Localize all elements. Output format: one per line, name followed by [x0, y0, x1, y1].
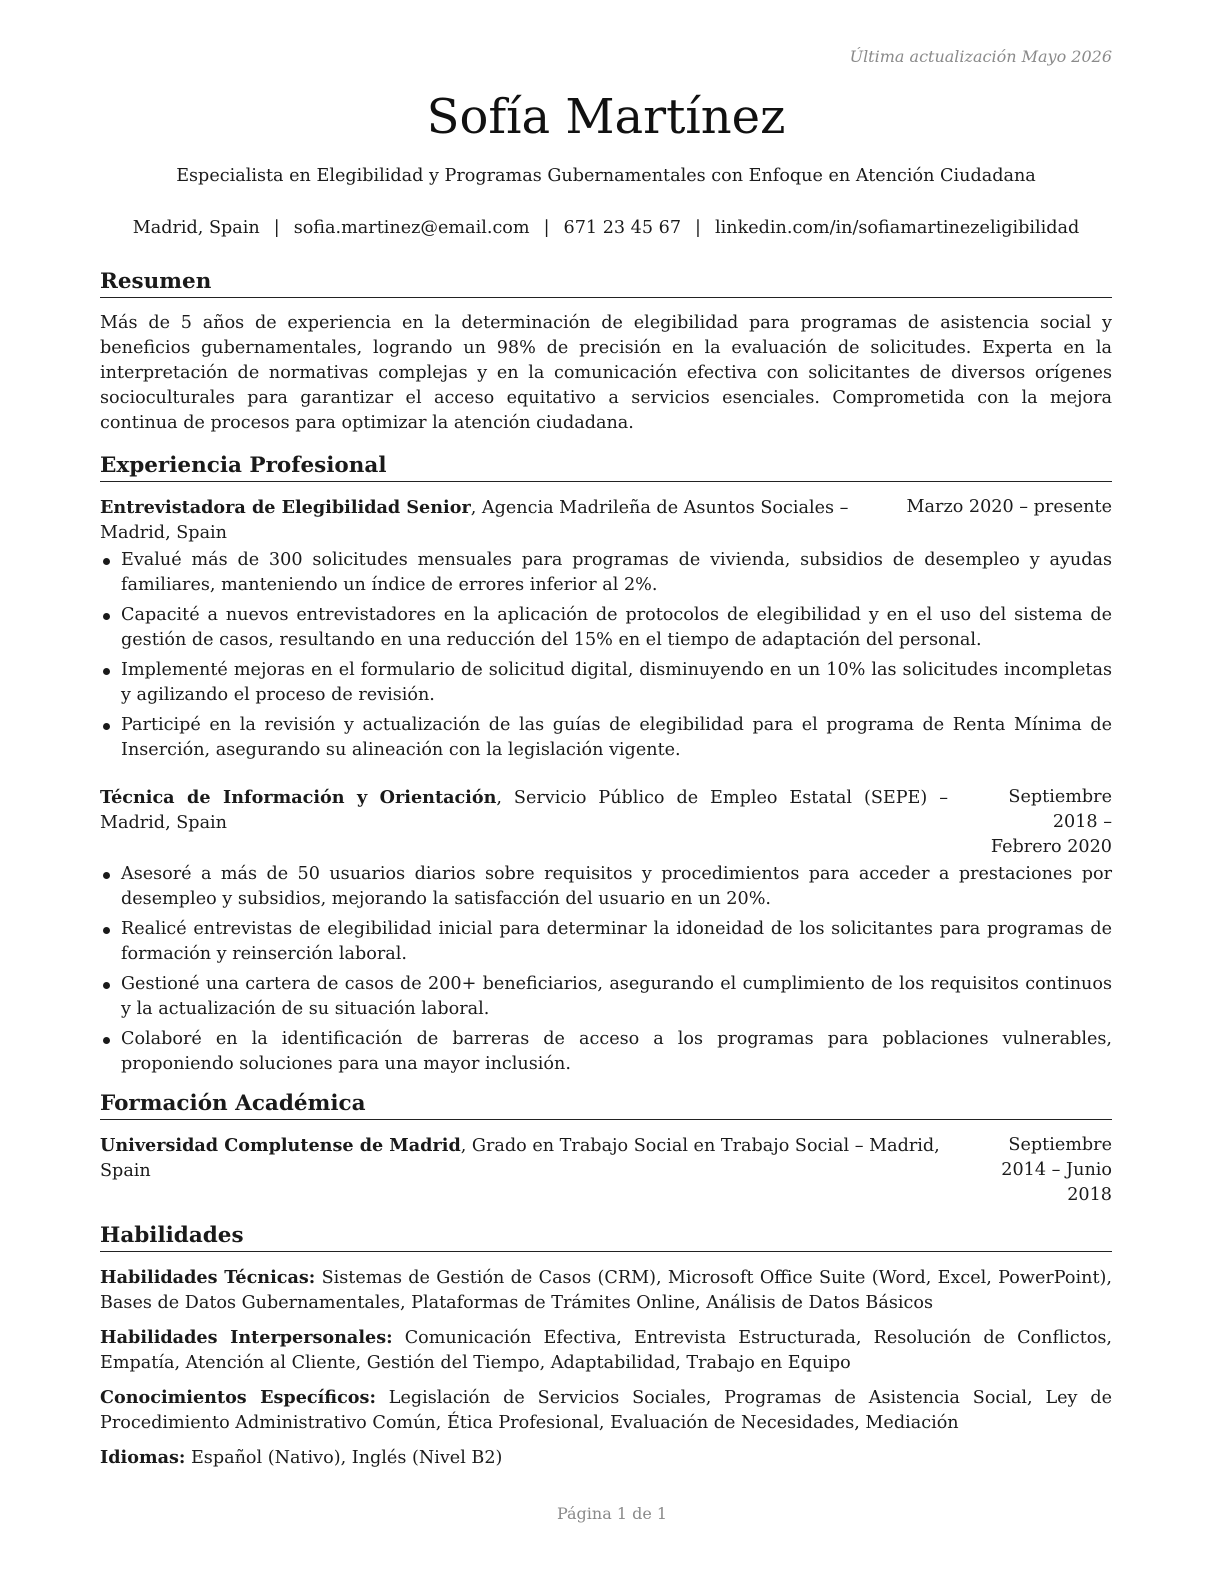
job-bullets [100, 862, 1112, 1077]
education-detail: , Grado en Trabajo Social en Trabajo Social – Madrid, Spain [100, 1136, 940, 1181]
bullet-text: Colaboré en la identificación de barreras de acceso a los programas para poblaciones vulnerables, proponiendo soluciones para una mayor inclusión. [121, 1029, 1112, 1074]
skill-label: Idiomas: [100, 1447, 186, 1468]
section-title-skills: Habilidades [100, 1222, 1112, 1252]
headline: Especialista en Elegibilidad y Programas Gubernamentales con Enfoque en Atención Ciudadana [176, 166, 1036, 186]
list-item [100, 972, 1112, 1022]
list-item [100, 917, 1112, 967]
contact-line [100, 216, 1112, 241]
bullet-text: Implementé mejoras en el formulario de solicitud digital, disminuyendo en un 10% las solicitudes incompletas y agilizando el proceso de revisión. [121, 660, 1112, 705]
bullet-text: Capacité a nuevos entrevistadores en la aplicación de protocolos de elegibilidad y en el uso del sistema de gestión de casos, resultando en una reducción del 15% en el tiempo de adaptación del personal. [121, 605, 1112, 650]
list-item [100, 862, 1112, 912]
skill-label: Habilidades Técnicas: [100, 1267, 316, 1288]
contact-email[interactable]: sofia.martinez@email.com [293, 218, 530, 238]
skill-value: Comunicación Efectiva, Entrevista Estructurada, Resolución de Conflictos, Empatía, Atención al Cliente, Gestión del Tiempo, Adaptabilidad, Trabajo en Equipo [100, 1328, 1112, 1373]
job-dates: Septiembre 2018 – Febrero 2020 [990, 787, 1112, 857]
job-dates: Marzo 2020 – presente [906, 497, 1112, 517]
skill-group [100, 1445, 1112, 1471]
job-title-line [100, 785, 948, 836]
job-entry [100, 785, 1112, 1077]
page-footer: Página 1 de 1 [556, 1504, 668, 1523]
skill-label: Habilidades Interpersonales: [100, 1327, 393, 1348]
skill-value: Español (Nativo), Inglés (Nivel B2) [185, 1448, 503, 1468]
bullet-text: Realicé entrevistas de elegibilidad inicial para determinar la idoneidad de los solicitantes para programas de formación y reinserción laboral. [121, 919, 1112, 964]
bullet-icon [103, 558, 110, 565]
skill-group [100, 1385, 1112, 1436]
skill-label: Conocimientos Específicos: [100, 1387, 376, 1408]
list-item [100, 658, 1112, 708]
bullet-text: Asesoré a más de 50 usuarios diarios sobre requisitos y procedimientos para acceder a prestaciones por desempleo y subsidios, mejorando la satisfacción del usuario en un 20%. [121, 864, 1112, 909]
list-item [100, 548, 1112, 598]
job-bullets [100, 548, 1112, 763]
education-line [100, 1133, 948, 1184]
bullet-text: Participé en la revisión y actualización de las guías de elegibilidad para el programa de Renta Mínima de Inserción, asegurando su alineación con la legislación vigente. [121, 715, 1112, 760]
last-updated: Última actualización Mayo 2026 [849, 47, 1112, 66]
job-header [100, 785, 1112, 860]
job-entry [100, 495, 1112, 763]
education-header [100, 1133, 1112, 1208]
bullet-icon [103, 723, 110, 730]
contact-phone: 671 23 45 67 [563, 218, 682, 238]
section-title-education: Formación Académica [100, 1090, 1112, 1120]
skill-group [100, 1265, 1112, 1316]
list-item [100, 1027, 1112, 1077]
bullet-icon [103, 1037, 110, 1044]
job-organization: , Agencia Madrileña de Asuntos Sociales – Madrid, Spain [100, 498, 849, 543]
job-title-line [100, 495, 873, 546]
bullet-icon [103, 613, 110, 620]
job-organization: , Servicio Público de Empleo Estatal (SEPE) – Madrid, Spain [100, 788, 948, 833]
bullet-icon [103, 668, 110, 675]
job-title: Entrevistadora de Elegibilidad Senior [100, 497, 471, 518]
education-dates: Septiembre 2014 – Junio 2018 [1001, 1135, 1112, 1205]
education-entry [100, 1133, 1112, 1208]
list-item [100, 713, 1112, 763]
bullet-text: Gestioné una cartera de casos de 200+ beneficiarios, asegurando el cumplimiento de los requisitos continuos y la actualización de su situación laboral. [121, 974, 1112, 1019]
list-item [100, 603, 1112, 653]
job-header [100, 495, 1112, 546]
section-title-experience: Experiencia Profesional [100, 452, 1112, 482]
skill-group [100, 1325, 1112, 1376]
contact-linkedin[interactable]: linkedin.com/in/sofiamartinezeligibilidad [714, 218, 1080, 238]
job-title: Técnica de Información y Orientación [100, 787, 497, 808]
contact-separator: | [273, 218, 280, 238]
skill-value: Sistemas de Gestión de Casos (CRM), Microsoft Office Suite (Word, Excel, PowerPoint), Bases de Datos Gubernamentales, Plataformas de Trámites Online, Análisis de Datos Básicos [100, 1268, 1112, 1313]
bullet-text: Evalué más de 300 solicitudes mensuales para programas de vivienda, subsidios de desempleo y ayudas familiares, manteniendo un índice de errores inferior al 2%. [121, 550, 1112, 595]
skill-value: Legislación de Servicios Sociales, Programas de Asistencia Social, Ley de Procedimiento Administrativo Común, Ética Profesional, Evaluación de Necesidades, Mediación [100, 1388, 1112, 1433]
candidate-name: Sofía Martínez [426, 89, 786, 145]
summary-text: Más de 5 años de experiencia en la determinación de elegibilidad para programas de asistencia social y beneficios gubernamentales, logrando un 98% de precisión en la evaluación de solicitudes. Experta en la interpretación de normativas complejas y en la comunicación efectiva con solicitantes de diversos orígenes socioculturales para garantizar el acceso equitativo a servicios esenciales. Comprometida con la mejora continua de procesos para optimizar la atención ciudadana. [100, 313, 1112, 433]
bullet-icon [103, 982, 110, 989]
section-title-summary: Resumen [100, 268, 1112, 298]
education-school: Universidad Complutense de Madrid [100, 1135, 461, 1156]
contact-separator: | [543, 218, 550, 238]
contact-separator: | [695, 218, 701, 238]
bullet-icon [103, 927, 110, 934]
bullet-icon [103, 872, 110, 879]
contact-location: Madrid, Spain [132, 218, 260, 238]
